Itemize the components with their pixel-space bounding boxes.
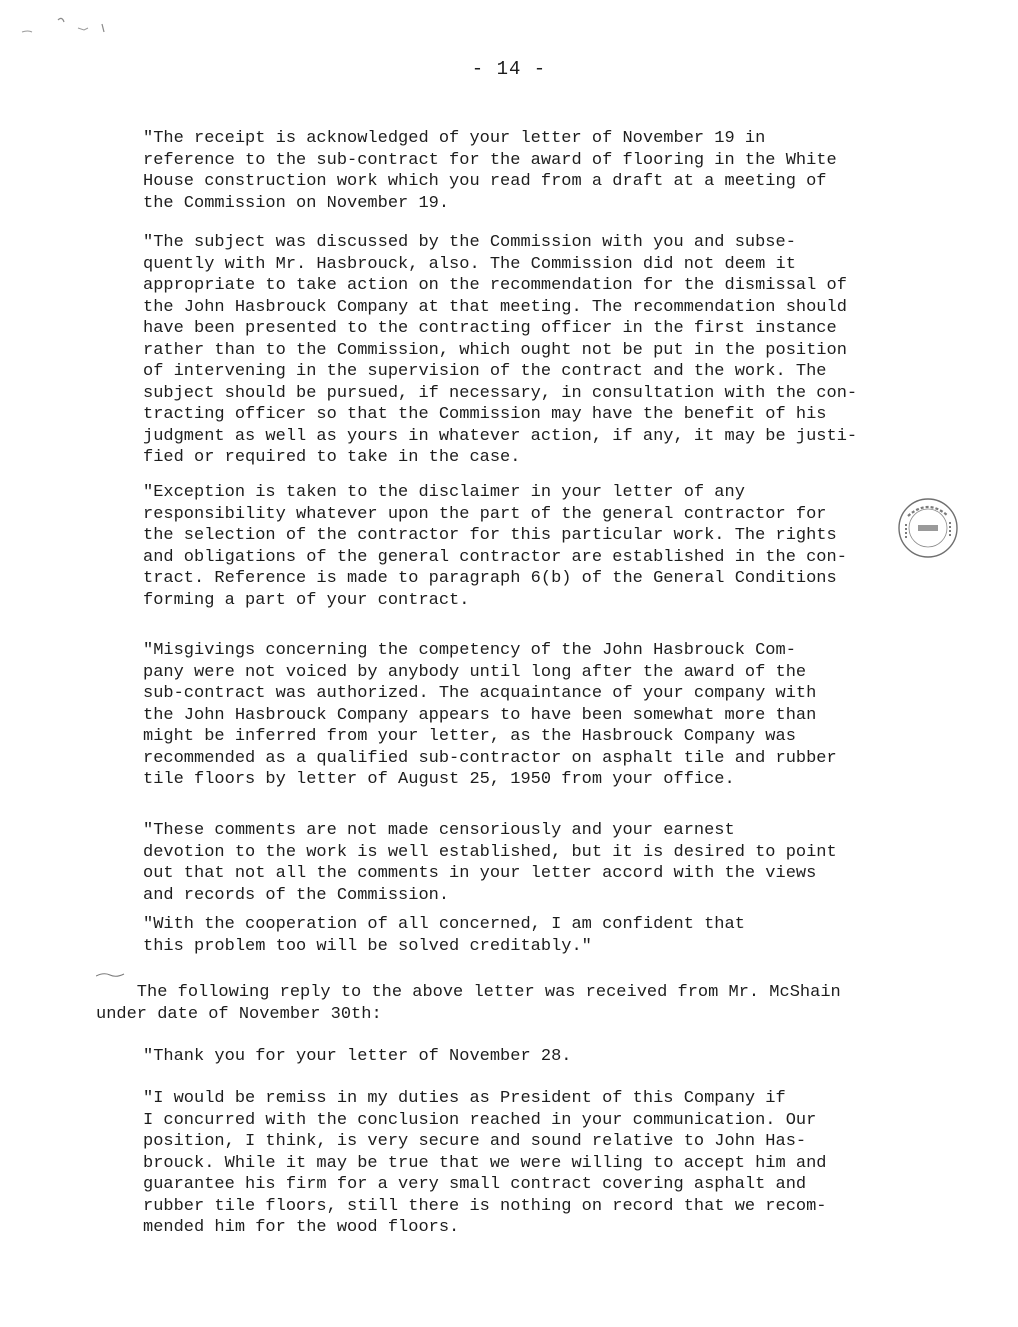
text-line: "Exception is taken to the disclaimer in your letter of any — [143, 483, 745, 502]
text-line: might be inferred from your letter, as the Hasbrouck Company was — [143, 727, 796, 746]
text-line: this problem too will be solved creditably." — [143, 936, 592, 956]
text-line: subject should be pursued, if necessary, in consultation with the con- — [143, 383, 858, 403]
text-line: sub-contract was authorized. The acquaintance of your company with — [143, 684, 817, 703]
text-line: the selection of the contractor for this particular work. The rights — [143, 526, 837, 545]
paragraph-acknowledgement — [143, 128, 837, 214]
text-line: forming a part of your contract. — [143, 590, 470, 610]
text-line: fied or required to take in the case. — [143, 448, 521, 467]
text-line: I concurred with the conclusion reached in your communication. Our — [143, 1110, 817, 1130]
text-line: the John Hasbrouck Company at that meeting. The recommendation should — [143, 297, 847, 317]
page-number: - 14 - — [471, 58, 547, 80]
text-line: brouck. While it may be true that we were willing to accept him and — [143, 1153, 827, 1173]
text-line: appropriate to take action on the recommendation for the dismissal of — [143, 276, 847, 295]
paragraph-comments — [143, 820, 837, 906]
margin-pencil-mark — [96, 970, 126, 980]
paragraph-thank-you — [143, 1046, 571, 1068]
text-line: "I would be remiss in my duties as President of this Company if — [143, 1089, 786, 1108]
text-line: pany were not voiced by anybody until long after the award of the — [143, 662, 807, 682]
text-line: the John Hasbrouck Company appears to have been somewhat more than — [143, 705, 817, 725]
paragraph-reply-intro — [96, 982, 841, 1025]
text-line: recommended as a qualified sub-contractor on asphalt tile and rubber — [143, 748, 837, 768]
paragraph-subject-discussed — [143, 232, 857, 469]
text-line: position, I think, is very secure and sound relative to John Has- — [143, 1132, 807, 1151]
text-line: responsibility whatever upon the part of the general contractor for — [143, 504, 827, 524]
text-line: "The subject was discussed by the Commission with you and subse- — [143, 233, 796, 252]
text-line: devotion to the work is well established, but it is desired to point — [143, 842, 837, 862]
text-line: have been presented to the contracting officer in the first instance — [143, 319, 837, 338]
text-line: tile floors by letter of August 25, 1950 from your office. — [143, 770, 735, 789]
text-line: under date of November 30th: — [96, 1004, 382, 1024]
library-stamp-seal — [896, 496, 960, 560]
text-line: and obligations of the general contractor are established in the con- — [143, 547, 847, 567]
text-line: rubber tile floors, still there is nothing on record that we recom- — [143, 1196, 827, 1216]
text-line: and records of the Commission. — [143, 885, 450, 905]
text-line: tract. Reference is made to paragraph 6(b) of the General Conditions — [143, 569, 837, 588]
text-line: "These comments are not made censoriously and your earnest — [143, 821, 735, 840]
text-line: of intervening in the supervision of the contract and the work. The — [143, 362, 827, 381]
paragraph-remiss — [143, 1088, 827, 1239]
text-line: judgment as well as yours in whatever action, if any, it may be justi- — [143, 426, 858, 446]
text-line: The following reply to the above letter was received from Mr. McShain — [96, 983, 841, 1002]
text-line: rather than to the Commission, which ought not be put in the position — [143, 340, 847, 360]
text-line: "The receipt is acknowledged of your letter of November 19 in — [143, 129, 766, 148]
corner-smudge-mark — [18, 10, 108, 40]
text-line: "With the cooperation of all concerned, I am confident that — [143, 915, 745, 934]
text-line: out that not all the comments in your letter accord with the views — [143, 864, 817, 883]
paragraph-exception — [143, 482, 847, 611]
paragraph-cooperation — [143, 914, 745, 957]
text-line: House construction work which you read from a draft at a meeting of — [143, 172, 827, 191]
text-line: "Thank you for your letter of November 28. — [143, 1047, 572, 1066]
text-line: "Misgivings concerning the competency of the John Hasbrouck Com- — [143, 641, 796, 660]
text-line: quently with Mr. Hasbrouck, also. The Commission did not deem it — [143, 254, 796, 274]
text-line: the Commission on November 19. — [143, 193, 450, 213]
text-line: guarantee his firm for a very small contract covering asphalt and — [143, 1175, 807, 1194]
text-line: mended him for the wood floors. — [143, 1218, 460, 1237]
text-line: reference to the sub-contract for the award of flooring in the White — [143, 150, 837, 170]
paragraph-misgivings — [143, 640, 837, 791]
text-line: tracting officer so that the Commission may have the benefit of his — [143, 405, 827, 424]
